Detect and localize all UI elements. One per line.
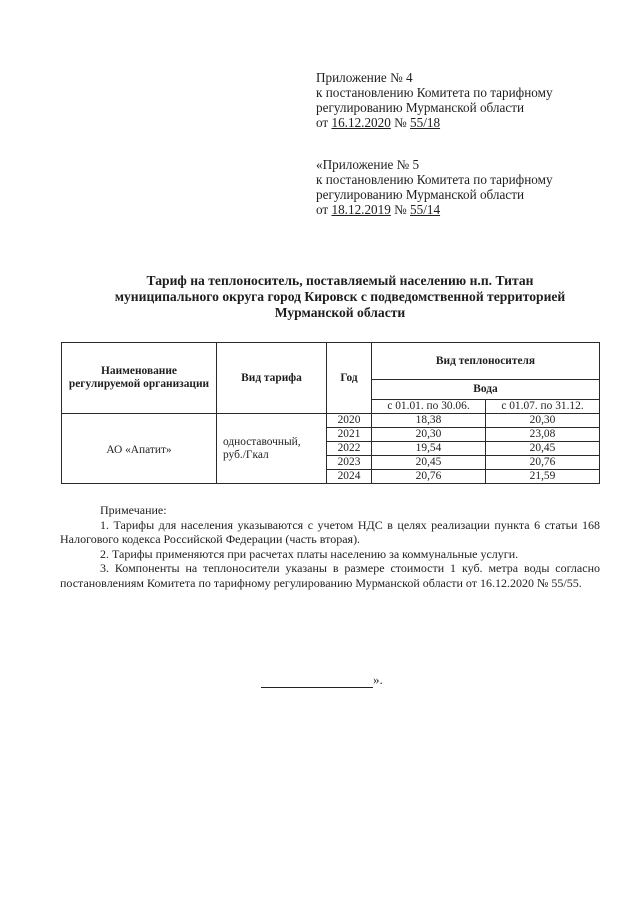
appendix-date: 18.12.2019 bbox=[331, 202, 391, 217]
tariff-table bbox=[61, 342, 600, 484]
header-water: Вода bbox=[372, 380, 600, 400]
header-org: Наименование регулируемой организации bbox=[62, 343, 217, 414]
value-cell: 20,45 bbox=[486, 442, 600, 456]
value-cell: 21,59 bbox=[486, 470, 600, 484]
document-title: Тариф на теплоноситель, поставляемый населению н.п. Титан муниципального округа город Кировск с подведомственной территорией Мурманской области bbox=[114, 273, 566, 320]
header-tariff-type: Вид тарифа bbox=[217, 343, 327, 414]
appendix-ref: от 16.12.2020 № 55/18 bbox=[316, 115, 441, 130]
note-item: 3. Компоненты на теплоносители указаны в размере стоимости 1 куб. метра воды согласно постановлениям Комитета по тарифному регулированию Мурманской области от 16.12.2020 № 55/55. bbox=[60, 561, 600, 590]
value-cell: 20,30 bbox=[486, 414, 600, 428]
header-period-1: с 01.01. по 30.06. bbox=[372, 400, 486, 414]
appendix-number: 55/18 bbox=[410, 115, 441, 130]
value-cell: 20,76 bbox=[372, 470, 486, 484]
note-item: 1. Тарифы для населения указываются с учетом НДС в целях реализации пункта 6 статьи 168 Налогового кодекса Российской Федерации (часть вторая). bbox=[60, 517, 600, 546]
value-cell: 23,08 bbox=[486, 428, 600, 442]
year-cell: 2021 bbox=[327, 428, 372, 442]
table-row bbox=[62, 414, 600, 428]
closing-line bbox=[261, 672, 383, 688]
value-cell: 20,76 bbox=[486, 456, 600, 470]
year-cell: 2020 bbox=[327, 414, 372, 428]
appendix-ref: от 18.12.2019 № 55/14 bbox=[316, 202, 441, 217]
header-year: Год bbox=[327, 343, 372, 414]
org-name-cell: АО «Апатит» bbox=[62, 414, 217, 484]
year-cell: 2023 bbox=[327, 456, 372, 470]
closing-quote: ». bbox=[373, 672, 383, 687]
header-period-2: с 01.07. по 31.12. bbox=[486, 400, 600, 414]
signature-underline bbox=[261, 675, 373, 688]
appendix-line: «Приложение № 5 bbox=[316, 157, 420, 172]
value-cell: 18,38 bbox=[372, 414, 486, 428]
year-cell: 2024 bbox=[327, 470, 372, 484]
notes-heading: Примечание: bbox=[100, 503, 167, 517]
header-carrier: Вид теплоносителя bbox=[372, 343, 600, 380]
appendix-line: к постановлению Комитета по тарифному bbox=[316, 85, 553, 100]
year-cell: 2022 bbox=[327, 442, 372, 456]
value-cell: 20,30 bbox=[372, 428, 486, 442]
tariff-name-cell: одноставочный, руб./Гкал bbox=[217, 414, 327, 484]
value-cell: 20,45 bbox=[372, 456, 486, 470]
value-cell: 19,54 bbox=[372, 442, 486, 456]
notes-section bbox=[60, 503, 600, 590]
appendix-line: к постановлению Комитета по тарифному bbox=[316, 172, 553, 187]
appendix-line: регулированию Мурманской области bbox=[316, 100, 525, 115]
appendix-date: 16.12.2020 bbox=[331, 115, 391, 130]
table-header-row bbox=[62, 343, 600, 380]
appendix-line: регулированию Мурманской области bbox=[316, 187, 525, 202]
appendix-previous-header bbox=[316, 157, 626, 217]
appendix-current-header bbox=[316, 70, 626, 130]
appendix-number: 55/14 bbox=[410, 202, 441, 217]
note-item: 2. Тарифы применяются при расчетах платы населению за коммунальные услуги. bbox=[100, 546, 519, 561]
appendix-line: Приложение № 4 bbox=[316, 70, 413, 85]
